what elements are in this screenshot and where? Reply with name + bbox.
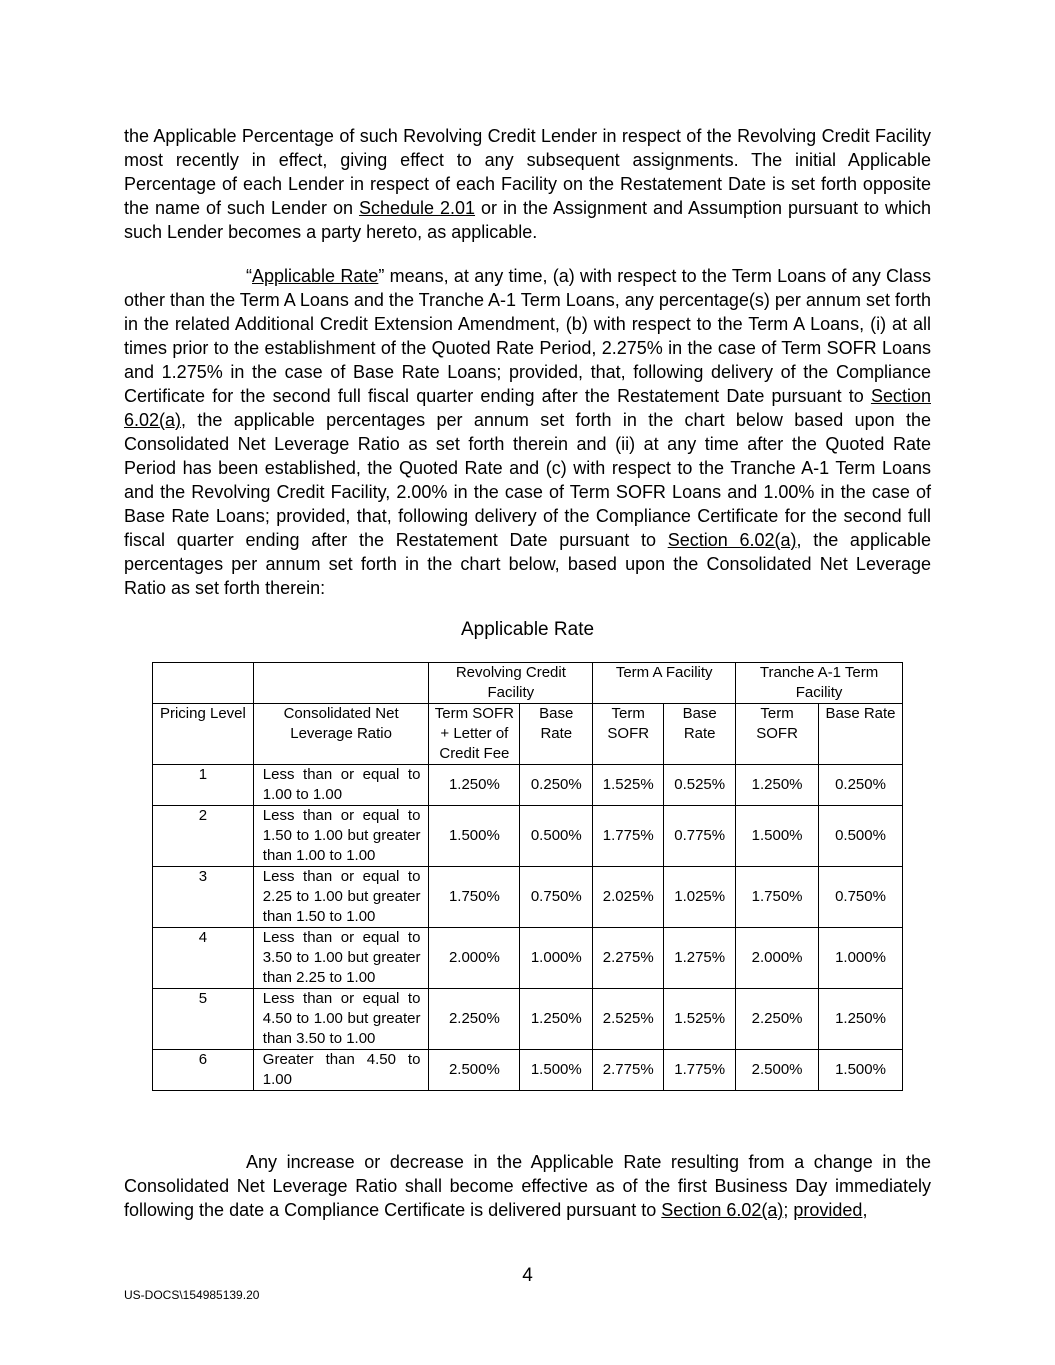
defined-term-applicable-rate: Applicable Rate — [252, 266, 379, 286]
paragraph-applicable-rate-definition — [124, 264, 931, 600]
rate-cell: 2.025% — [593, 867, 664, 928]
rate-cell: 2.250% — [429, 989, 520, 1050]
rate-cell: 2.500% — [429, 1050, 520, 1091]
rate-cell: 1.500% — [736, 806, 819, 867]
rate-cell: 1.275% — [664, 928, 736, 989]
rate-cell: 1.750% — [736, 867, 819, 928]
provided-term: provided — [793, 1200, 863, 1220]
rate-cell: 1.250% — [429, 765, 520, 806]
empty-header-cell — [153, 663, 254, 704]
leverage-ratio-cell: Less than or equal to 1.50 to 1.00 but greater than 1.00 to 1.00 — [253, 806, 429, 867]
rate-cell: 1.025% — [664, 867, 736, 928]
rate-cell: 1.500% — [429, 806, 520, 867]
col-header-pricing-level: Pricing Level — [153, 704, 254, 765]
rate-cell: 2.275% — [593, 928, 664, 989]
empty-header-cell — [253, 663, 429, 704]
quote-open: “ — [246, 266, 252, 286]
para2-text-1: ” means, at any time, (a) with respect to the Term Loans of any Class other than the Term A Loans and the Tranche A-1 Term Loans, any percentage(s) per annum set forth in the related Additional Credit Extension Amendment, (b) with respect to the Term A Loans, (i) at all times prior to the establishment of the Quoted Rate Period, 2.275% in the case of Term SOFR Loans and 1.275% in the case of Base Rate Loans; provided, that, following delivery of the Compliance Certificate for the second full fiscal quarter ending after the Restatement Date pursuant to — [124, 266, 931, 406]
rate-cell: 1.250% — [736, 765, 819, 806]
rate-cell: 1.775% — [664, 1050, 736, 1091]
rate-cell: 0.250% — [520, 765, 593, 806]
col-header-revolving-base-rate: Base Rate — [520, 704, 593, 765]
table-group-header-row — [153, 663, 903, 704]
pricing-level-cell: 6 — [153, 1050, 254, 1091]
table-row — [153, 765, 903, 806]
section-6-02a-link-1[interactable]: Section 6.02(a), — [124, 386, 931, 430]
table-title: Applicable Rate — [460, 619, 595, 640]
rate-cell: 0.750% — [819, 867, 903, 928]
pricing-level-cell: 2 — [153, 806, 254, 867]
pricing-level-cell: 5 — [153, 989, 254, 1050]
rate-cell: 1.525% — [664, 989, 736, 1050]
rate-cell: 0.500% — [819, 806, 903, 867]
rate-cell: 1.750% — [429, 867, 520, 928]
group-header-tranche-a1: Tranche A-1 Term Facility — [736, 663, 903, 704]
document-id-footer: US-DOCS\154985139.20 — [124, 1288, 260, 1302]
leverage-ratio-cell: Greater than 4.50 to 1.00 — [253, 1050, 429, 1091]
leverage-ratio-cell: Less than or equal to 2.25 to 1.00 but greater than 1.50 to 1.00 — [253, 867, 429, 928]
rate-cell: 1.525% — [593, 765, 664, 806]
leverage-ratio-cell: Less than or equal to 1.00 to 1.00 — [253, 765, 429, 806]
para3-text-3: , — [862, 1200, 868, 1220]
section-6-02a-link-2[interactable]: Section 6.02(a) — [667, 530, 797, 550]
paragraph-applicable-percentage-continued — [124, 124, 931, 244]
rate-cell: 1.775% — [593, 806, 664, 867]
rate-cell: 1.250% — [520, 989, 593, 1050]
rate-cell: 1.000% — [520, 928, 593, 989]
table-row — [153, 989, 903, 1050]
rate-cell: 1.250% — [819, 989, 903, 1050]
rate-cell: 0.775% — [664, 806, 736, 867]
col-header-term-a-base-rate: Base Rate — [664, 704, 736, 765]
table-row — [153, 1050, 903, 1091]
paragraph-rate-change-effective — [124, 1150, 931, 1222]
para1-text-1: the Applicable Percentage of such Revolving Credit Lender in respect of the Revolving Credit Facility most recently in effect, giving effect to any subsequent assignments. The initial Applicable Percentage of each Lender in respect of each Facility on the Restatement Date is set forth opposite the name of such Lender on — [124, 126, 931, 218]
applicable-rate-table — [152, 662, 903, 1091]
rate-cell: 0.500% — [520, 806, 593, 867]
col-header-tranche-a1-term-sofr: Term SOFR — [736, 704, 819, 765]
rate-cell: 2.525% — [593, 989, 664, 1050]
col-header-tranche-a1-base-rate: Base Rate — [819, 704, 903, 765]
pricing-level-cell: 3 — [153, 867, 254, 928]
rate-cell: 0.250% — [819, 765, 903, 806]
col-header-revolving-term-sofr: Term SOFR + Letter of Credit Fee — [429, 704, 520, 765]
schedule-2-01-link[interactable]: Schedule 2.01 — [358, 198, 476, 218]
para2-text-3: , the applicable percentages per annum set forth in the chart below, based upon the Consolidated Net Leverage Ratio as set forth therein: — [124, 530, 931, 598]
rate-cell: 0.750% — [520, 867, 593, 928]
group-header-term-a: Term A Facility — [593, 663, 736, 704]
table-row — [153, 928, 903, 989]
para1-text-2: or in the Assignment and Assumption pursuant to which such Lender becomes a party hereto, as applicable. — [124, 198, 931, 242]
rate-cell: 2.500% — [736, 1050, 819, 1091]
pricing-level-cell: 1 — [153, 765, 254, 806]
pricing-level-cell: 4 — [153, 928, 254, 989]
rate-cell: 2.250% — [736, 989, 819, 1050]
table-column-header-row — [153, 704, 903, 765]
col-header-leverage-ratio: Consolidated Net Leverage Ratio — [253, 704, 429, 765]
leverage-ratio-cell: Less than or equal to 3.50 to 1.00 but greater than 2.25 to 1.00 — [253, 928, 429, 989]
rate-cell: 2.000% — [736, 928, 819, 989]
rate-cell: 2.775% — [593, 1050, 664, 1091]
section-6-02a-link-3[interactable]: Section 6.02(a) — [661, 1200, 784, 1220]
table-row — [153, 867, 903, 928]
leverage-ratio-cell: Less than or equal to 4.50 to 1.00 but greater than 3.50 to 1.00 — [253, 989, 429, 1050]
col-header-term-a-term-sofr: Term SOFR — [593, 704, 664, 765]
group-header-revolving: Revolving Credit Facility — [429, 663, 593, 704]
table-row — [153, 806, 903, 867]
para2-text-2: the applicable percentages per annum set forth in the chart below based upon the Consolidated Net Leverage Ratio as set forth therein and (ii) at any time after the Quoted Rate Period has been established, the Quoted Rate and (c) with respect to the Tranche A-1 Term Loans and the Revolving Credit Facility, 2.00% in the case of Term SOFR Loans and 1.00% in the case of Base Rate Loans; provided, that, following delivery of the Compliance Certificate for the second full fiscal quarter ending after the Restatement Date pursuant to — [124, 410, 931, 550]
rate-cell: 1.000% — [819, 928, 903, 989]
para3-text-1: Any increase or decrease in the Applicable Rate resulting from a change in the Consolidated Net Leverage Ratio shall become effective as of the first Business Day immediately following the date a Compliance Certificate is delivered pursuant to — [124, 1152, 931, 1220]
rate-cell: 2.000% — [429, 928, 520, 989]
rate-cell: 1.500% — [520, 1050, 593, 1091]
rate-cell: 0.525% — [664, 765, 736, 806]
rate-cell: 1.500% — [819, 1050, 903, 1091]
page-number: 4 — [522, 1265, 533, 1286]
para3-text-2: ; — [783, 1200, 794, 1220]
